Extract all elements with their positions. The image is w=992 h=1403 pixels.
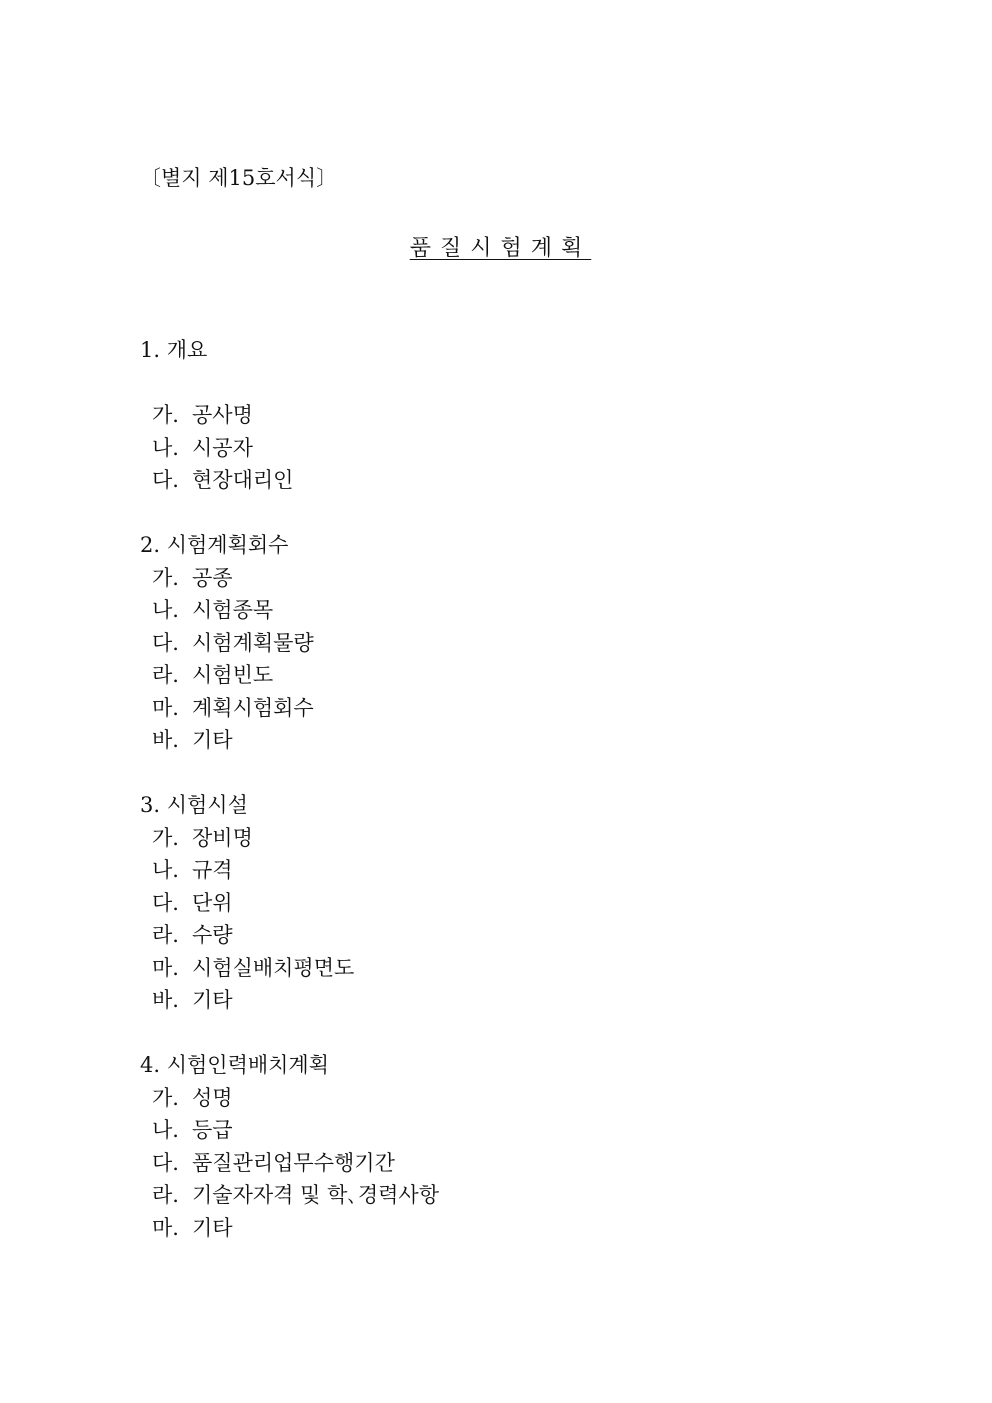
section-heading: 2. 시험계획회수 [140,533,289,557]
list-item [140,1114,840,1147]
list-item-marker: 다. [152,468,179,492]
list-item-text: 공사명 [192,403,253,427]
heading-gap [140,367,840,400]
list-item [140,1082,840,1115]
list-item-marker: 라. [152,1183,179,1207]
list-item-marker: 나. [152,435,179,460]
section-heading: 3. 시험시설 [140,793,248,817]
list-item-marker: 나. [152,598,179,622]
list-item [140,822,840,855]
list-item [140,627,840,660]
list-item-marker: 다. [152,630,179,655]
list-item-text: 기술자자격 및 학､경력사항 [192,1183,439,1207]
list-item-text: 등급 [192,1118,233,1142]
list-item-text: 기타 [192,728,233,752]
list-item [140,919,840,952]
list-item [140,1179,840,1212]
list-item-text: 수량 [192,923,233,947]
list-item [140,399,840,432]
list-item [140,432,840,465]
list-item [140,692,840,725]
list-item-marker: 나. [152,1118,179,1142]
list-item [140,887,840,920]
list-item-text: 규격 [192,858,233,882]
form-label: 〔별지 제15호서식〕 [140,166,338,190]
section-list [140,334,840,1244]
list-item [140,724,840,757]
list-item-text: 공종 [192,565,233,590]
list-item-text: 기타 [192,1215,233,1240]
list-item [140,984,840,1017]
list-item-marker: 바. [152,988,179,1012]
section-heading: 4. 시험인력배치계획 [140,1053,329,1077]
list-item [140,952,840,985]
list-item-text: 성명 [192,1085,233,1110]
list-item-marker: 가. [152,565,179,590]
document-title: 품질시험계획 [409,236,592,261]
list-item-marker: 바. [152,728,179,752]
list-item-marker: 가. [152,403,179,427]
list-item-marker: 가. [152,1085,179,1110]
list-item-marker: 다. [152,890,179,915]
list-item [140,1212,840,1245]
section-heading: 1. 개요 [140,338,208,362]
list-item [140,1147,840,1180]
list-item-text: 현장대리인 [192,468,294,492]
list-item-marker: 라. [152,663,179,687]
list-item-marker: 가. [152,825,179,850]
list-item-marker: 마. [152,695,179,720]
list-item-text: 시험계획물량 [192,630,314,655]
list-item-text: 시험종목 [192,598,274,622]
list-item-marker: 마. [152,955,179,980]
list-item [140,854,840,887]
list-item [140,562,840,595]
section-spacer [140,757,840,790]
list-item-marker: 라. [152,923,179,947]
list-item-text: 시공자 [192,435,253,460]
list-item-marker: 다. [152,1150,179,1175]
list-item-text: 시험빈도 [192,663,274,687]
list-item [140,659,840,692]
list-item [140,464,840,497]
list-item-text: 품질관리업무수행기간 [192,1150,395,1175]
section-spacer [140,1017,840,1050]
document-title-wrapper [0,234,992,264]
list-item-text: 기타 [192,988,233,1012]
list-item-marker: 나. [152,858,179,882]
list-item [140,594,840,627]
list-item-text: 장비명 [192,825,253,850]
list-item-text: 시험실배치평면도 [192,955,355,980]
list-item-text: 계획시험회수 [192,695,314,720]
list-item-text: 단위 [192,890,233,915]
list-item-marker: 마. [152,1215,179,1240]
section-spacer [140,497,840,530]
